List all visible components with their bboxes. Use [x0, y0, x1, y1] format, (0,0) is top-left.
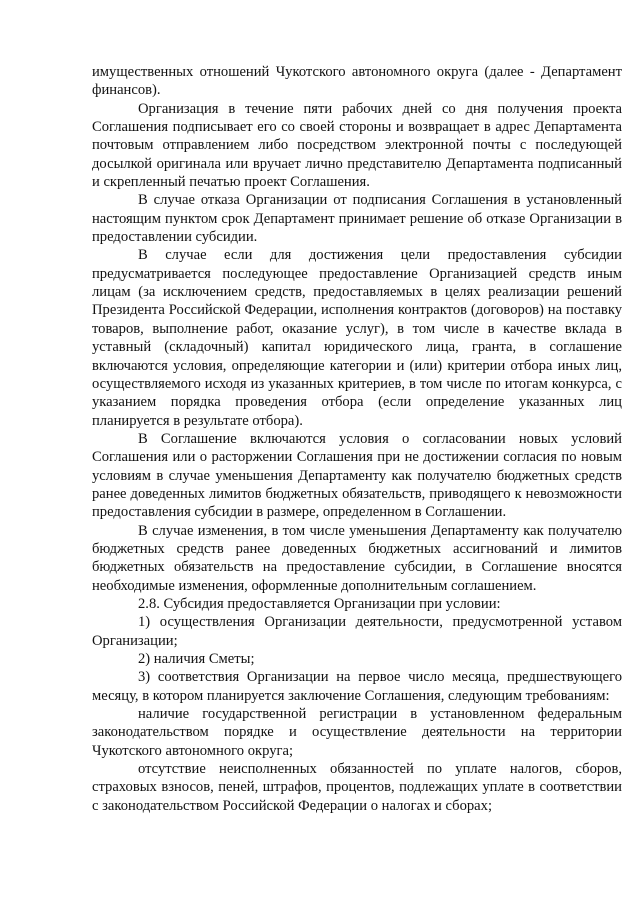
paragraph-new-conditions: В Соглашение включаются условия о согласовании новых условий Соглашения или о расторжении Соглашения при не достижении согласия по новым условиям в случае уменьшения Департаменту как получателю бюджетных средств ранее доведенных лимитов бюджетных обязательств, приводящего к невозможности предоставления субсидии в размере, определенном в Соглашении. — [92, 430, 622, 521]
paragraph-signing-procedure: Организация в течение пяти рабочих дней со дня получения проекта Соглашения подписывает его со своей стороны и возвращает в адрес Департамента почтовым отправлением либо посредством электронной почты с последующей досылкой оригинала или вручает лично представителю Департамента подписанный и скрепленный печатью проект Соглашения. — [92, 100, 622, 191]
paragraph-finance-department: имущественных отношений Чукотского автономного округа (далее - Департамент финансов). — [92, 64, 622, 99]
paragraph-refusal-to-sign: В случае отказа Организации от подписания Соглашения в установленный настоящим пунктом срок Департамент принимает решение об отказе Организации в предоставлении субсидии. — [92, 192, 622, 246]
paragraph-condition-2: 2) наличия Сметы; — [138, 651, 255, 667]
paragraph-third-party-funds: В случае если для достижения цели предоставления субсидии предусматривается последующее предоставление Организацией средств иным лицам (за исключением средств, предоставляемых в целях реализации решений Президента Российской Федерации, исполнения контрактов (договоров) на поставку товаров, выполнение работ, оказание услуг), в том числе в качестве вклада в уставный (складочный) капитал юридического лица, гранта, в соглашение включаются условия, определяющие категории и (или) критерии отбора иных лиц, осуществляемого исходя из указанных критериев, в том числе по итогам конкурса, с указанием порядка проведения отбора (если определение указанных лиц планируется в результате отбора). — [92, 247, 622, 429]
paragraph-condition-3: 3) соответствия Организации на первое число месяца, предшествующего месяцу, в котором планируется заключение Соглашения, следующим требованиям: — [92, 669, 622, 704]
paragraph-changes: В случае изменения, в том числе уменьшения Департаменту как получателю бюджетных средств ранее доведенных бюджетных ассигнований и лимитов бюджетных обязательств на предоставление субсидии, в Соглашение вносятся необходимые изменения, оформленные дополнительным соглашением. — [92, 522, 622, 594]
document-body — [92, 63, 622, 815]
paragraph-condition-1: 1) осуществления Организации деятельности, предусмотренной уставом Организации; — [92, 614, 622, 649]
paragraph-requirement-registration: наличие государственной регистрации в установленном федеральным законодательством порядке и осуществление деятельности на территории Чукотского автономного округа; — [92, 706, 622, 759]
paragraph-section-2-8: 2.8. Субсидия предоставляется Организации при условии: — [138, 595, 501, 612]
paragraph-requirement-no-tax-debt: отсутствие неисполненных обязанностей по уплате налогов, сборов, страховых взносов, пеней, штрафов, процентов, подлежащих уплате в соответствии с законодательством Российской Федерации о налогах и сборах; — [92, 761, 622, 814]
